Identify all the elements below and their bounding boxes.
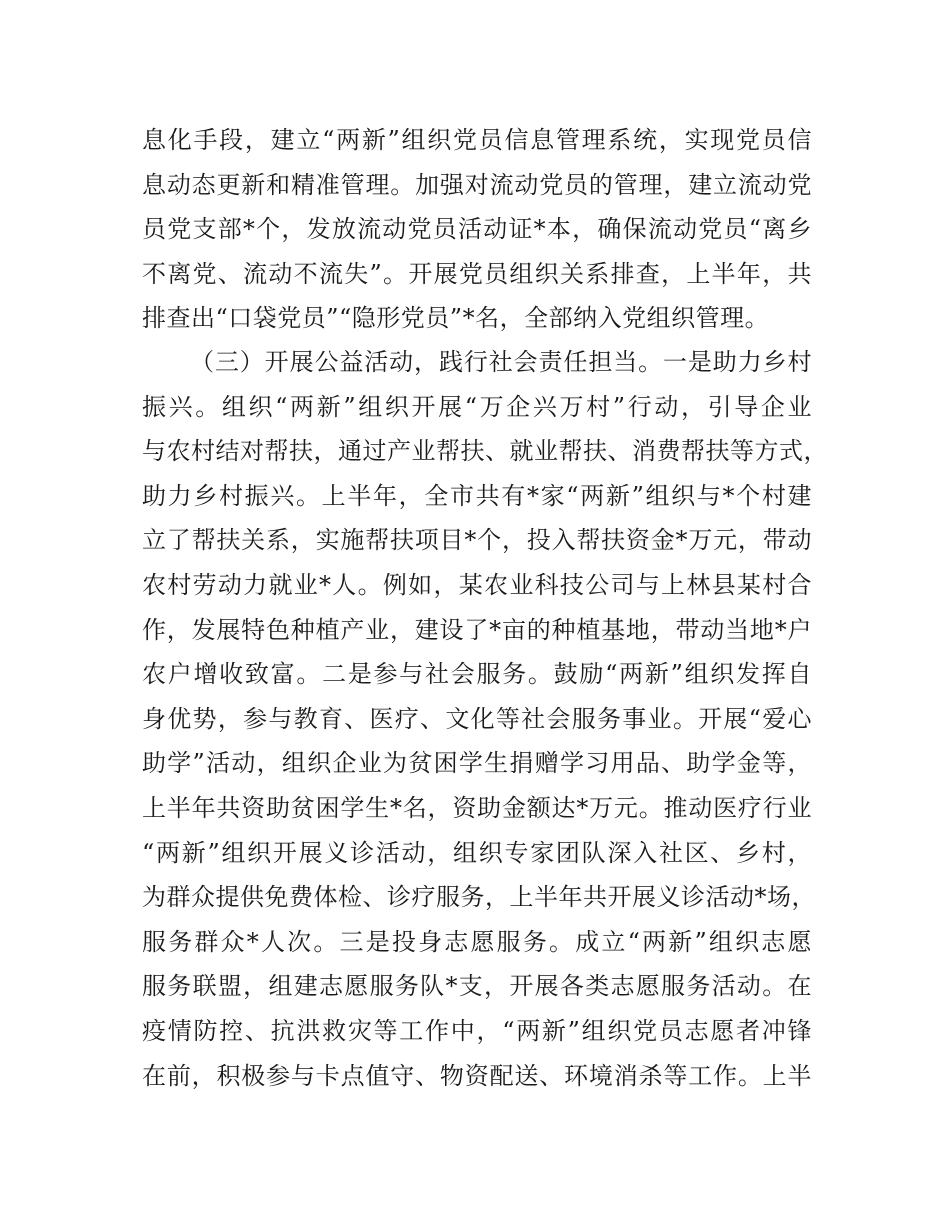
- section-heading-line: （三）开展公益活动，践行社会责任担当。一是助力乡村: [190, 348, 812, 376]
- text-line: 上半年共资助贫困学生*名，资助金额达*万元。推动医疗行业: [142, 793, 812, 822]
- text-line: 助学”活动，组织企业为贫困学生捐赠学习用品、助学金等，: [142, 749, 812, 778]
- text-line: 与农村结对帮扶，通过产业帮扶、就业帮扶、消费帮扶等方式，: [142, 437, 828, 466]
- text-line: 排查出“口袋党员”“隐形党员”*名，全部纳入党组织管理。: [142, 304, 770, 333]
- text-line: 息动态更新和精准管理。加强对流动党员的管理，建立流动党: [142, 170, 812, 199]
- text-line: 服务群众*人次。三是投身志愿服务。成立“两新”组织志愿: [142, 927, 812, 956]
- text-line: 立了帮扶关系，实施帮扶项目*个，投入帮扶资金*万元，带动: [142, 526, 812, 555]
- text-line: 服务联盟，组建志愿服务队*支，开展各类志愿服务活动。在: [142, 972, 812, 1001]
- text-line: 为群众提供免费体检、诊疗服务，上半年共开展义诊活动*场，: [142, 883, 816, 912]
- paragraph-continuation: [142, 118, 812, 341]
- text-line: “两新”组织开展义诊活动，组织专家团队深入社区、乡村，: [142, 838, 812, 867]
- text-line: 息化手段，建立“两新”组织党员信息管理系统，实现党员信: [142, 126, 812, 154]
- text-line: 农户增收致富。二是参与社会服务。鼓励“两新”组织发挥自: [142, 660, 812, 689]
- text-line: 身优势，参与教育、医疗、文化等社会服务事业。开展“爱心: [142, 704, 812, 733]
- text-line: 在前，积极参与卡点值守、物资配送、环境消杀等工作。上半: [142, 1061, 812, 1090]
- text-line: 不离党、流动不流失”。开展党员组织关系排查，上半年，共: [142, 259, 812, 288]
- text-line: 助力乡村振兴。上半年，全市共有*家“两新”组织与*个村建: [142, 481, 812, 510]
- text-line: 疫情防控、抗洪救灾等工作中，“两新”组织党员志愿者冲锋: [142, 1016, 812, 1045]
- paragraph-section-three: [142, 340, 828, 1098]
- text-line: 员党支部*个，发放流动党员活动证*本，确保流动党员“离乡: [142, 215, 812, 244]
- text-line: 振兴。组织“两新”组织开展“万企兴万村”行动，引导企业: [142, 392, 812, 421]
- text-line: 农村劳动力就业*人。例如，某农业科技公司与上林县某村合: [142, 570, 812, 599]
- text-line: 作，发展特色种植产业，建设了*亩的种植基地，带动当地*户: [142, 615, 812, 644]
